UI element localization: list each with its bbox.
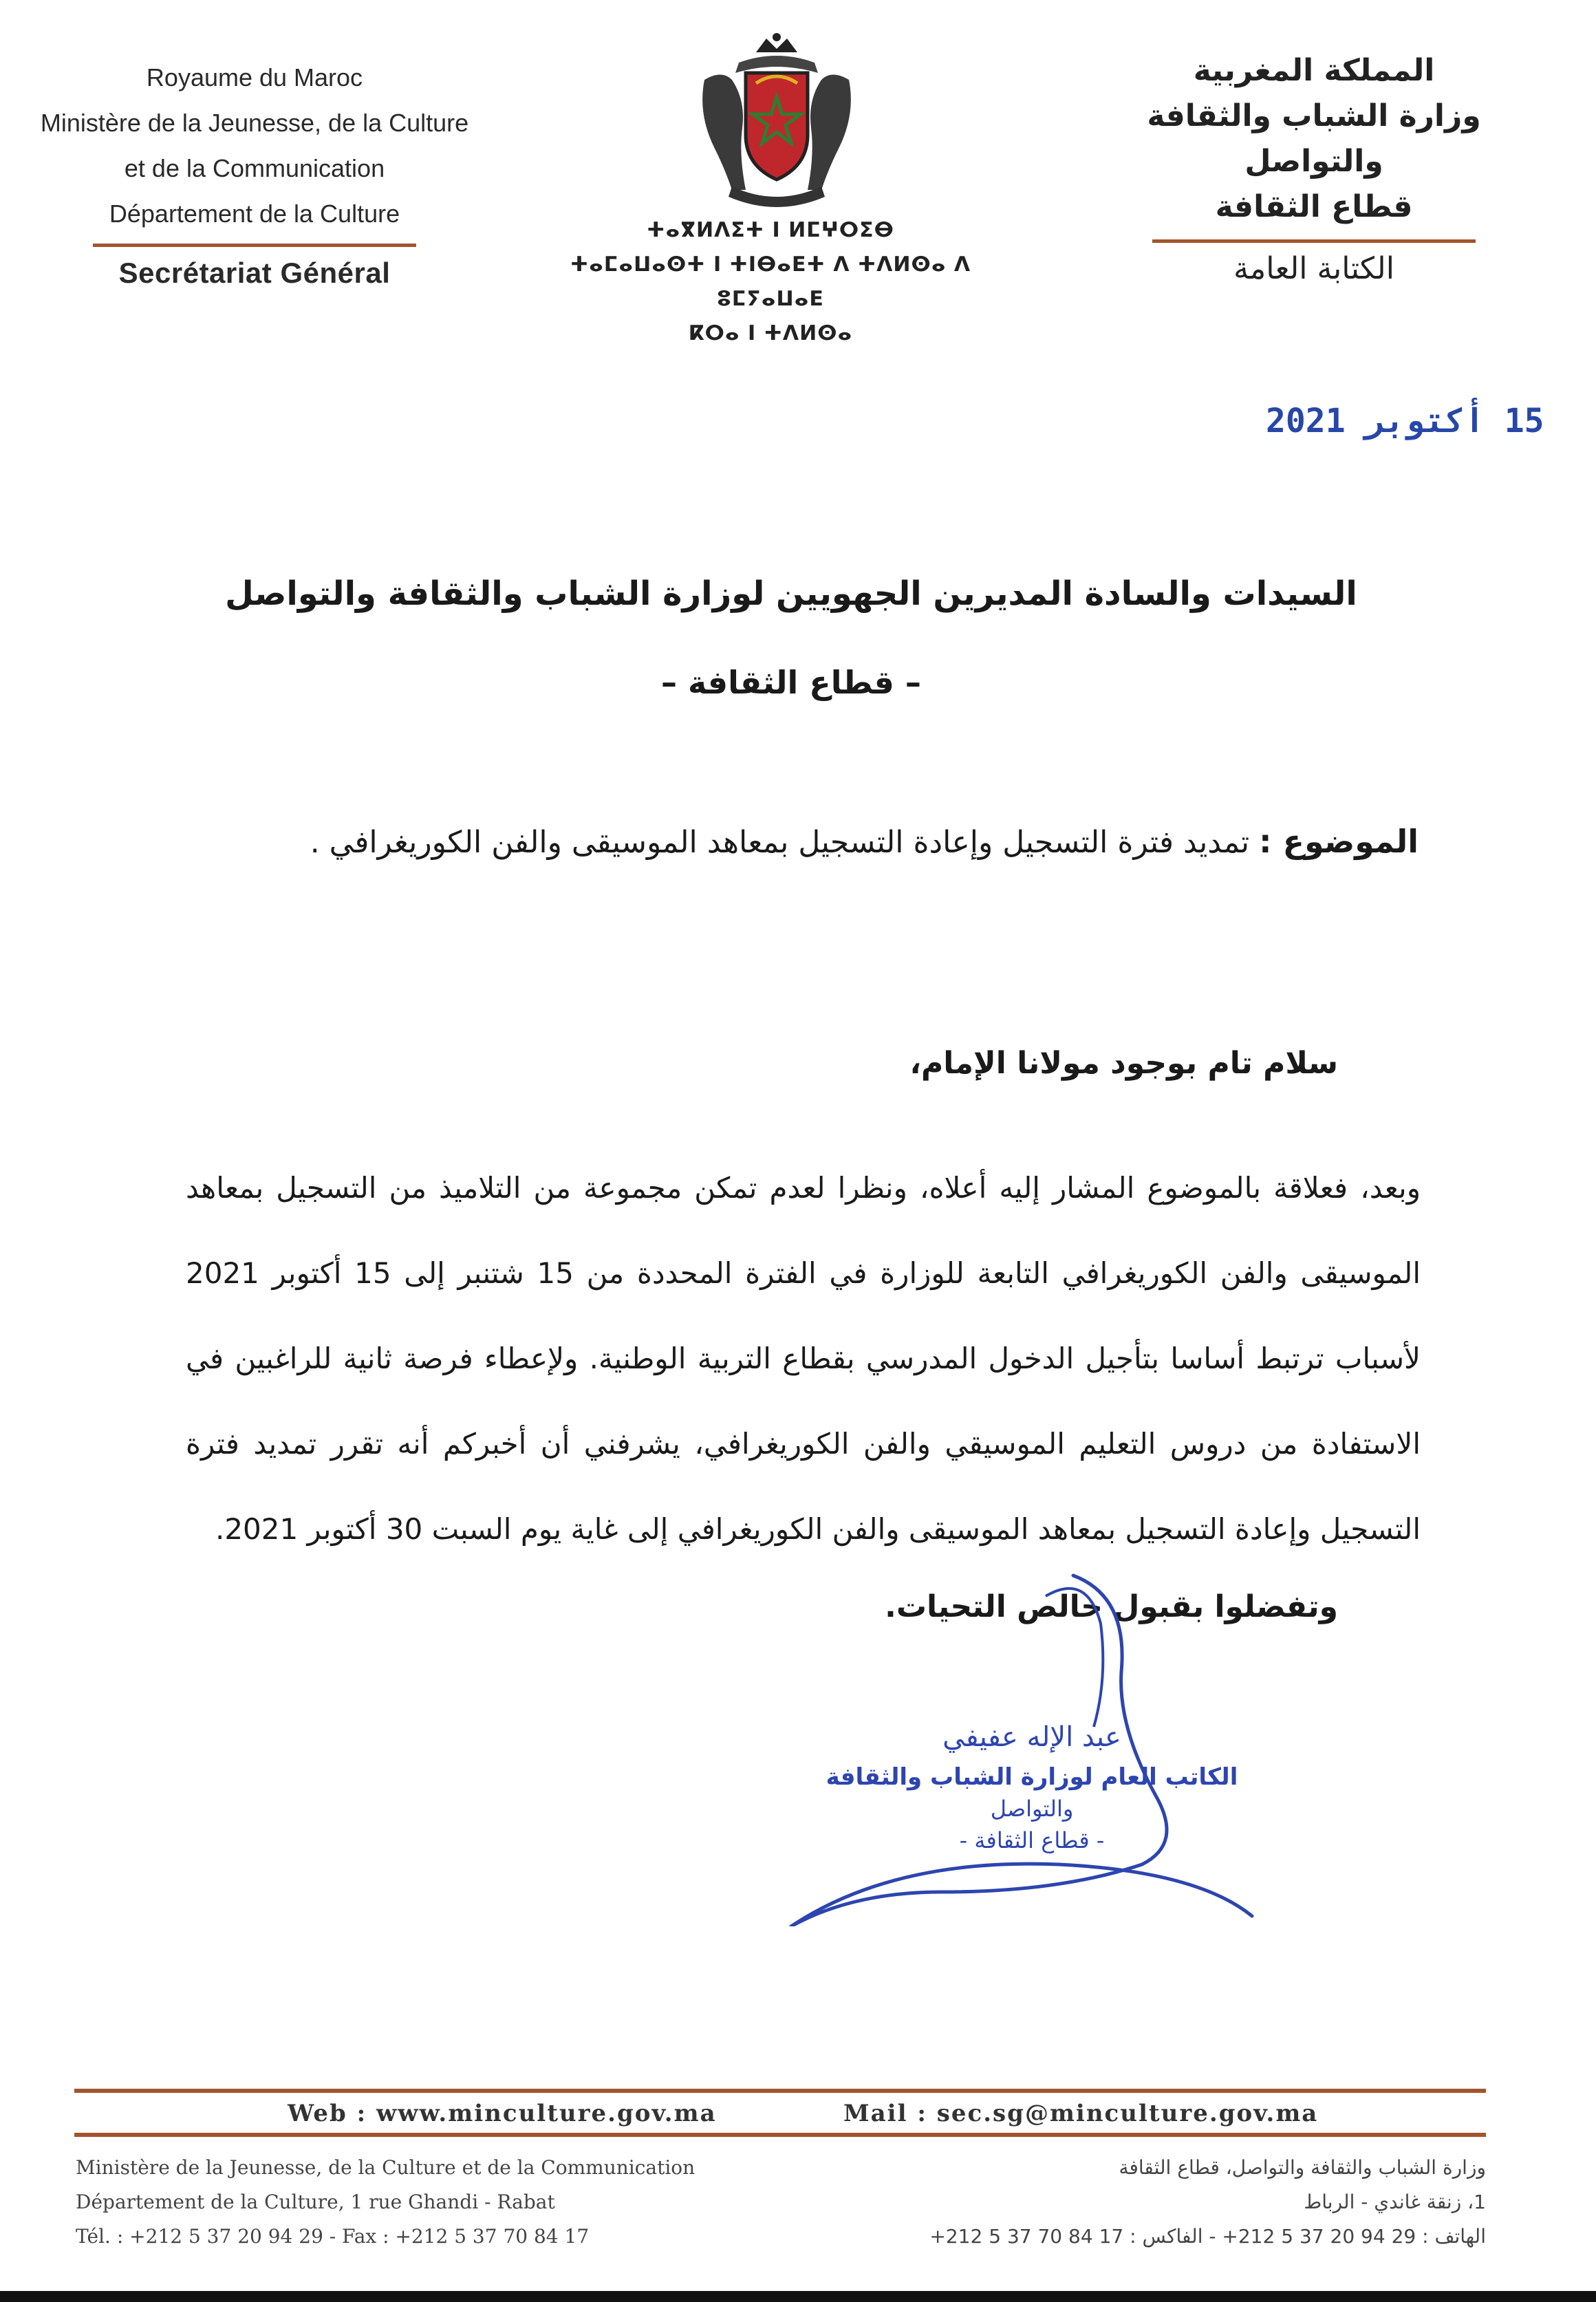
header-fr-secretariat: Secrétariat Général — [118, 257, 391, 289]
addressee: السيدات والسادة المديرين الجهويين لوزارة الشباب والثقافة والتواصل — [225, 574, 1357, 613]
footer-address-french — [76, 2151, 764, 2254]
header-ar-line3: والتواصل — [1244, 144, 1383, 179]
sector-line: – قطاع الثقافة – — [661, 664, 921, 701]
scan-bottom-edge — [0, 2291, 1596, 2302]
header-french — [28, 55, 482, 290]
signatory-role-3: - قطاع الثقافة - — [959, 1827, 1105, 1853]
footer-web-link[interactable]: Web : www.minculture.gov.ma — [288, 2100, 717, 2127]
tifinagh-line1: ⵜⴰⴳⵍⴷⵉⵜ ⵏ ⵍⵎⵖⵔⵉⴱ — [647, 218, 894, 242]
body-paragraph: وبعد، فعلاقة بالموضوع المشار إليه أعلاه، ونظرا لعدم تمكن مجموعة من التلاميذ من التسجيل بمعاهد الموسيقى والفن الكوريغرافي التابعة للوزارة في الفترة المحددة من 15 شتنبر إلى 15 أكتوبر 2021 لأسباب ترتبط أساسا بتأجيل الدخول المدرسي بقطاع التربية الوطنية. ولإعطاء فرصة ثانية للراغبين في الاستفادة من دروس التعليم الموسيقي والفن الكوريغرافي، يشرفني أن أخبركم أنه تقرر تمديد فترة التسجيل وإعادة التسجيل بمعاهد الموسيقى والفن الكوريغرافي إلى غاية يوم السبت 30 أكتوبر 2021. — [186, 1171, 1421, 1546]
signatory-role-2: والتواصل — [990, 1796, 1074, 1822]
subject-line — [111, 823, 1419, 860]
footer-rule-top — [74, 2089, 1486, 2093]
header-fr-divider — [93, 244, 416, 247]
footer-ar-line1: وزارة الشباب والثقافة والتواصل، قطاع الثقافة — [1119, 2156, 1486, 2179]
header-ar-line1: المملكة المغربية — [1193, 53, 1435, 88]
header-tifinagh — [523, 213, 1018, 351]
footer-mail-link[interactable]: Mail : sec.sg@minculture.gov.ma — [843, 2100, 1319, 2127]
date-stamp: 15 أكتوبر 2021 — [1266, 402, 1544, 440]
footer-fr-line1: Ministère de la Jeunesse, de la Culture et de la Communication — [76, 2156, 695, 2179]
header-ar-line4: قطاع الثقافة — [1215, 189, 1413, 224]
subject-text: تمديد فترة التسجيل وإعادة التسجيل بمعاهد الموسيقى والفن الكوريغرافي . — [310, 825, 1250, 860]
tifinagh-line3: ⴽⵔⴰ ⵏ ⵜⴷⵍⵙⴰ — [688, 321, 853, 345]
greeting: سلام تام بوجود مولانا الإمام، — [909, 1046, 1338, 1081]
header-fr-line4: Département de la Culture — [109, 200, 400, 228]
header-fr-line3: et de la Communication — [124, 154, 385, 182]
footer-address-arabic — [798, 2151, 1486, 2254]
footer-rule-bottom — [74, 2133, 1486, 2137]
footer-fr-line2: Département de la Culture, 1 rue Ghandi - Rabat — [76, 2191, 555, 2213]
header-arabic — [1087, 48, 1541, 286]
header-ar-divider — [1152, 239, 1476, 243]
header-ar-line2: وزارة الشباب والثقافة — [1147, 98, 1481, 133]
footer-ar-line2: 1، زنقة غاندي - الرباط — [1304, 2191, 1486, 2213]
signatory-name: عبد الإله عفيفي — [942, 1721, 1121, 1753]
header-fr-line1: Royaume du Maroc — [146, 63, 363, 92]
tifinagh-line2: ⵜⴰⵎⴰⵡⴰⵙⵜ ⵏ ⵜⵏⴱⴰⴹⵜ ⴷ ⵜⴷⵍⵙⴰ ⴷ ⵓⵎⵢⴰⵡⴰⴹ — [570, 252, 971, 311]
closing-line: وتفضلوا بقبول خالص التحيات. — [885, 1589, 1338, 1624]
footer-fr-line3: Tél. : +212 5 37 20 94 29 - Fax : +212 5 37 70 84 17 — [76, 2225, 590, 2248]
signatory-role: الكاتب العام لوزارة الشباب والثقافة — [826, 1763, 1238, 1791]
header-ar-secretariat: الكتابة العامة — [1233, 251, 1394, 286]
subject-label: الموضوع : — [1259, 823, 1419, 860]
royal-emblem-icon — [691, 32, 863, 211]
header-fr-line2: Ministère de la Jeunesse, de la Culture — [40, 109, 469, 137]
footer-ar-line3: الهاتف : 29 94 20 37 5 212+ - الفاكس : 17 84 70 37 5 212+ — [929, 2225, 1486, 2248]
signature-block — [770, 1713, 1293, 1856]
